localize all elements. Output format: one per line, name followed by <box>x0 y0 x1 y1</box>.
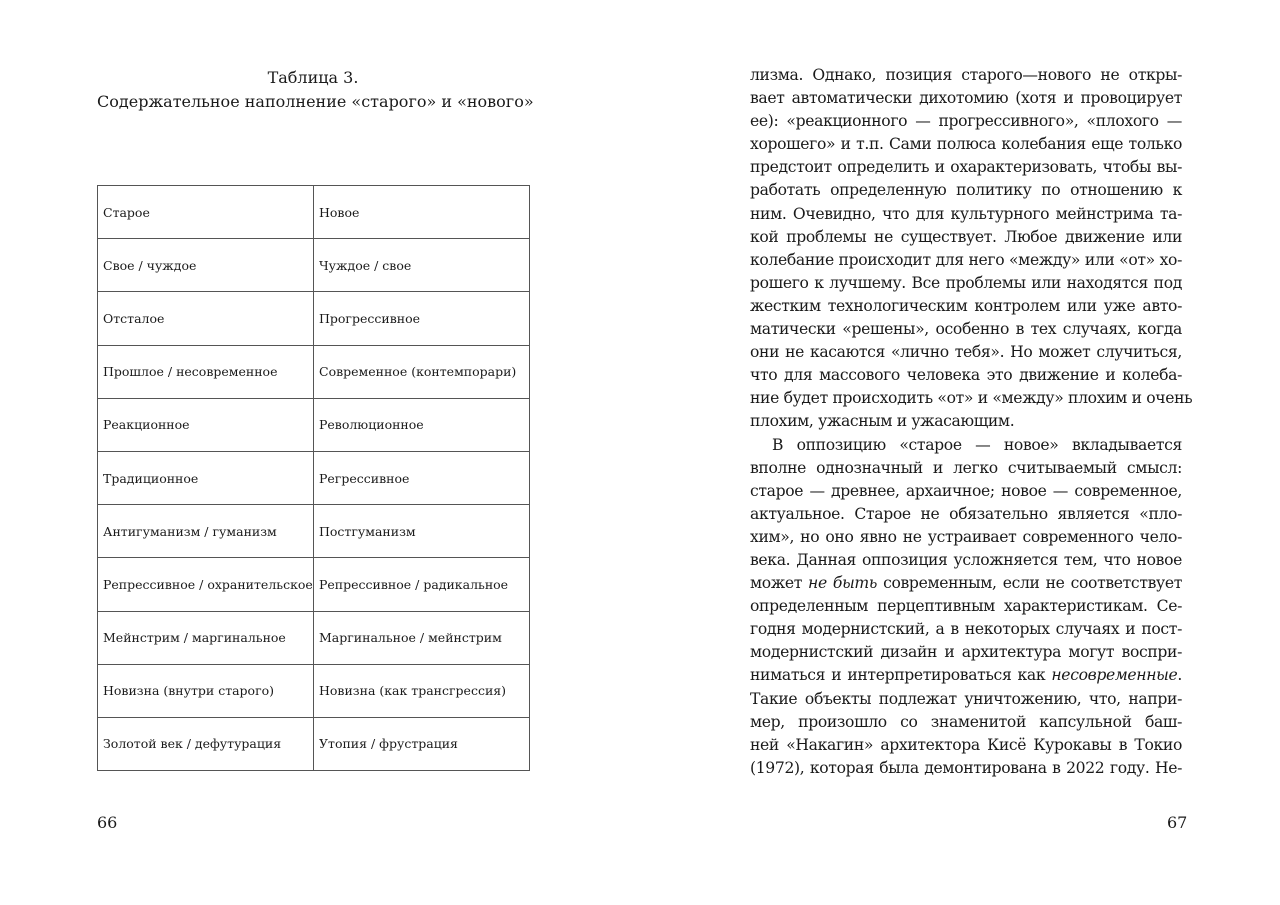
table-cell-new: Современное (контемпорари) <box>314 345 530 398</box>
table-cell-old: Мейнстрим / маргинальное <box>98 611 314 664</box>
table-cell-old: Репрессивное / охранительское <box>98 558 314 611</box>
table-cell-old: Традиционное <box>98 451 314 504</box>
table-cell-old: Антигуманизм / гуманизм <box>98 505 314 558</box>
text-line <box>750 664 1182 687</box>
table-row <box>98 239 530 292</box>
text-segment: может <box>750 574 809 593</box>
text-line: что для массового человека это движение и колеба- <box>750 366 1182 385</box>
text-line: определенным перцептивным характеристикам. Се- <box>750 597 1182 616</box>
table-cell-new: Постгуманизм <box>314 505 530 558</box>
text-segment: современным, если не соответствует <box>877 574 1183 593</box>
text-line: рошего к лучшему. Все проблемы или находятся под <box>750 273 1182 292</box>
text-line: ние будет происходить «от» и «между» плохим и очень <box>750 389 1193 408</box>
table-caption <box>97 66 534 114</box>
text-line: мер, произошло со знаменитой капсульной баш- <box>750 712 1182 731</box>
table-row <box>98 292 530 345</box>
table-cell-old: Свое / чуждое <box>98 239 314 292</box>
table-row <box>98 345 530 398</box>
text-line: плохим, ужасным и ужасающим. <box>750 412 1015 431</box>
table-header-old: Старое <box>98 186 314 239</box>
right-page <box>640 0 1280 905</box>
text-line: лизма. Однако, позиция старого—нового не откры- <box>750 66 1182 84</box>
text-segment: . <box>1177 666 1182 685</box>
table-row <box>98 664 530 717</box>
table-cell-new: Регрессивное <box>314 451 530 504</box>
text-line: ее): «реакционного — прогрессивного», «плохого — <box>750 112 1182 131</box>
text-line: века. Данная оппозиция усложняется тем, что новое <box>750 550 1182 569</box>
text-line: Такие объекты подлежат уничтожению, что, напри- <box>750 689 1182 708</box>
table-row <box>98 558 530 611</box>
table-caption-title: Содержательное наполнение «старого» и «нового» <box>97 92 534 111</box>
table-cell-old: Реакционное <box>98 398 314 451</box>
content-table <box>97 185 530 771</box>
text-line: модернистский дизайн и архитектура могут воспри- <box>750 643 1182 662</box>
table-header-row <box>98 186 530 239</box>
table-row <box>98 611 530 664</box>
text-line: работать определенную политику по отношению к <box>750 181 1182 200</box>
text-line: вполне однозначный и легко считываемый смысл: <box>750 458 1182 477</box>
text-line: В оппозицию «старое — новое» вкладывается <box>772 435 1182 454</box>
table-cell-old: Отсталое <box>98 292 314 345</box>
table-cell-old: Новизна (внутри старого) <box>98 664 314 717</box>
table-caption-number: Таблица 3. <box>267 68 359 87</box>
text-segment: ниматься и интерпретироваться как <box>750 666 1052 685</box>
table-cell-new: Репрессивное / радикальное <box>314 558 530 611</box>
page-number-left: 66 <box>97 813 118 832</box>
table-cell-new: Чуждое / свое <box>314 239 530 292</box>
text-line: предстоит определить и охарактеризовать, чтобы вы- <box>750 158 1182 177</box>
text-line: матически «решены», особенно в тех случаях, когда <box>750 320 1182 339</box>
emphasized-text: несовременные <box>1051 666 1178 685</box>
table-cell-new: Прогрессивное <box>314 292 530 345</box>
text-line: годня модернистский, а в некоторых случаях и пост- <box>750 620 1182 639</box>
body-text <box>750 64 1193 780</box>
text-line: они не касаются «лично тебя». Но может случиться, <box>750 343 1182 362</box>
text-line: старое — древнее, архаичное; новое — современное, <box>750 481 1182 500</box>
text-line: ней «Накагин» архитектора Кисё Курокавы в Токио <box>750 735 1182 754</box>
page-number-right: 67 <box>1167 813 1188 832</box>
table-cell-new: Революционное <box>314 398 530 451</box>
text-line: колебание происходит для него «между» или «от» хо- <box>750 250 1182 269</box>
table-cell-new: Маргинальное / мейнстрим <box>314 611 530 664</box>
table-header-new: Новое <box>314 186 530 239</box>
text-line: (1972), которая была демонтирована в 2022 году. Не- <box>750 758 1182 777</box>
table-row <box>98 398 530 451</box>
table-row <box>98 505 530 558</box>
text-line <box>750 572 1182 595</box>
text-line: кой проблемы не существует. Любое движение или <box>750 227 1182 246</box>
table-cell-old: Прошлое / несовременное <box>98 345 314 398</box>
emphasized-text: не быть <box>808 574 878 593</box>
text-line: актуальное. Старое не обязательно является «пло- <box>750 504 1182 523</box>
table-row <box>98 451 530 504</box>
table-cell-old: Золотой век / дефутурация <box>98 717 314 770</box>
text-line: хорошего» и т.п. Сами полюса колебания еще только <box>750 135 1182 154</box>
text-line: ним. Очевидно, что для культурного мейнстрима та- <box>750 204 1182 223</box>
table-cell-new: Новизна (как трансгрессия) <box>314 664 530 717</box>
text-line: жестким технологическим контролем или уже авто- <box>750 296 1182 315</box>
text-line: вает автоматически дихотомию (хотя и провоцирует <box>750 89 1182 108</box>
text-line: хим», но оно явно не устраивает современного чело- <box>750 527 1182 546</box>
table-cell-new: Утопия / фрустрация <box>314 717 530 770</box>
table-row <box>98 717 530 770</box>
